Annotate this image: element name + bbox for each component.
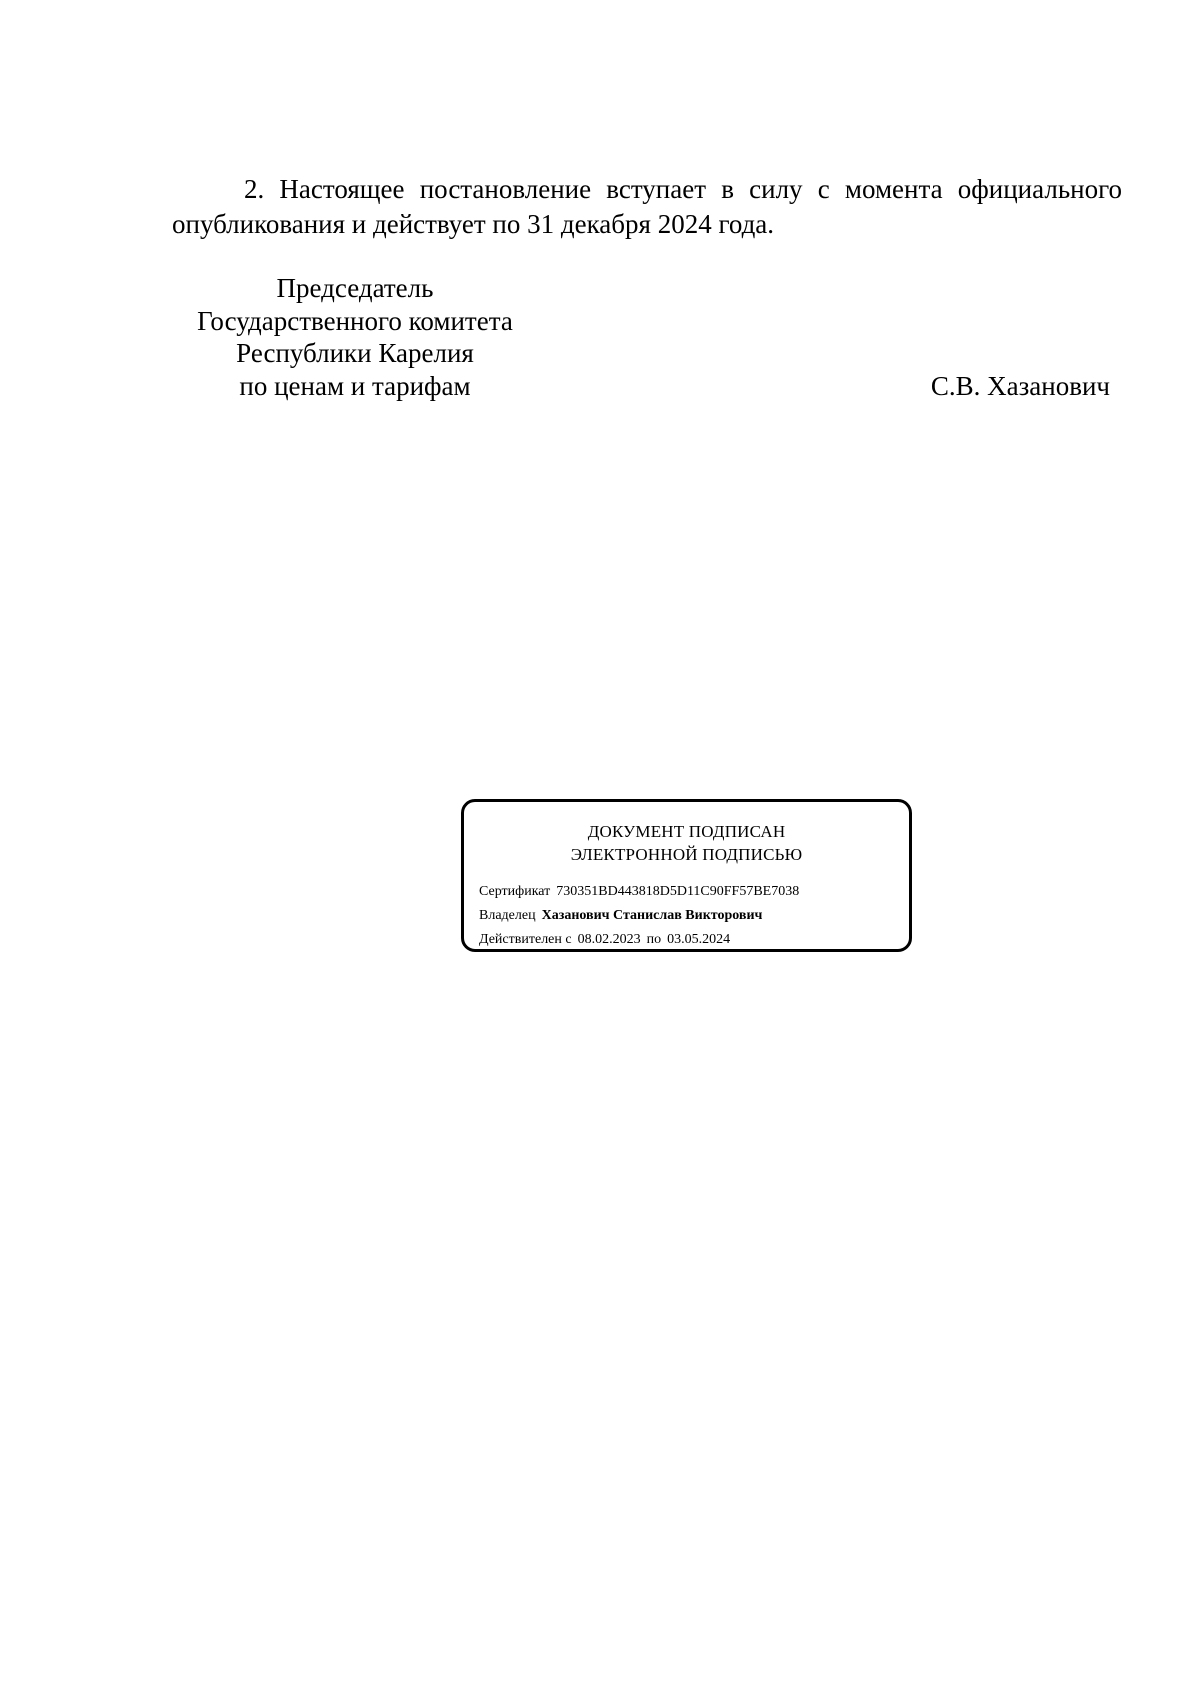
signatory-title bbox=[150, 272, 560, 402]
stamp-details bbox=[479, 880, 799, 952]
body-paragraph: 2. Настоящее постановление вступает в силу с момента официального опубликования и действует по 31 декабря 2024 года. bbox=[172, 174, 1122, 239]
signatory-title-line: по ценам и тарифам bbox=[239, 370, 471, 401]
valid-to-label: по bbox=[646, 932, 662, 947]
validity-row bbox=[479, 928, 799, 952]
signatory-title-line: Председатель bbox=[276, 273, 434, 303]
stamp-title-line: ЭЛЕКТРОННОЙ ПОДПИСЬЮ bbox=[570, 845, 803, 864]
owner-row bbox=[479, 904, 799, 928]
signatory-title-line: Государственного комитета bbox=[197, 305, 513, 336]
valid-to: 03.05.2024 bbox=[667, 932, 731, 947]
owner-value: Хазанович Станислав Викторович bbox=[541, 908, 763, 923]
signer-name: С.В. Хазанович bbox=[930, 371, 1110, 401]
certificate-label: Сертификат bbox=[479, 884, 551, 899]
valid-label: Действителен с bbox=[479, 932, 572, 947]
electronic-signature-stamp bbox=[461, 799, 912, 952]
signatory-title-line: Республики Карелия bbox=[236, 338, 474, 368]
owner-label: Владелец bbox=[479, 908, 536, 923]
valid-from: 08.02.2023 bbox=[577, 932, 641, 947]
stamp-title bbox=[464, 820, 909, 866]
certificate-row bbox=[479, 880, 799, 904]
certificate-value: 730351BD443818D5D11C90FF57BE7038 bbox=[556, 884, 800, 899]
stamp-title-line: ДОКУМЕНТ ПОДПИСАН bbox=[587, 822, 786, 841]
